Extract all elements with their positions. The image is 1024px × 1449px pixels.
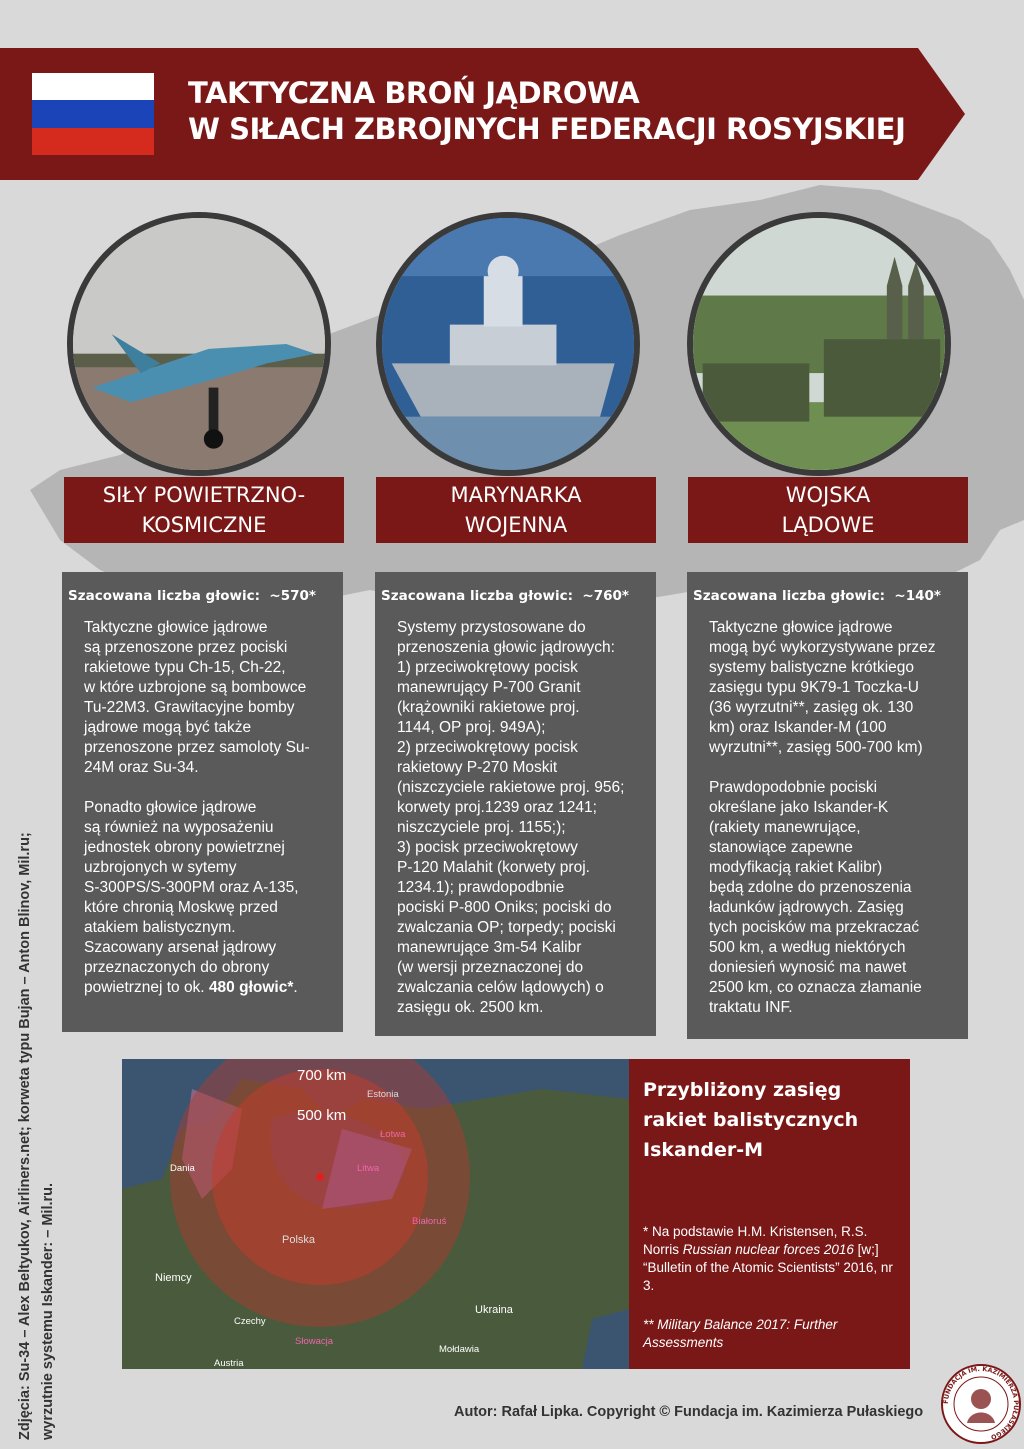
card-paragraph: Taktyczne głowice jądrowe mogą być wykorzystywane przez systemy balistyczne krótkiego zasięgu typu 9K79-1 Toczka-U (36 wyrzutni**, zasięg ok. 130 km) oraz Iskander-M (100 wyrzutni**, zasięg 500-700 km) (709, 619, 936, 756)
country-dania: Dania (170, 1163, 195, 1174)
photo-credits (14, 760, 66, 1440)
country-ukraina: Ukraina (475, 1304, 513, 1316)
photo-credits-line-1: Zdjęcia: Su-34 – Alex Beltyukov, Airliners.net; korweta typu Bujan – Anton Blinov, Mil.ru; (17, 832, 33, 1440)
country-niemcy: Niemcy (155, 1272, 192, 1284)
info-title-line-1: Przybliżony zasięg (643, 1079, 842, 1101)
card-paragraph: Prawdopodobnie pociski określane jako Iskander-K (rakiety manewrujące, stanowiące zapewne modyfikacją rakiet Kalibr) będą zdolne do przenoszenia ładunków jądrowych. Zasięg tych pocisków ma przekraczać 500 km, a według niektórych doniesień wynosić ma nawet 2500 km, co oznacza złamanie traktatu INF. (709, 779, 922, 1016)
country-estonia: Estonia (367, 1089, 399, 1100)
photo-su34-icon (67, 212, 331, 476)
warhead-count-bold: 480 głowic* (208, 979, 294, 996)
card-paragraph: Systemy przystosowane do przenoszenia głowic jądrowych: 1) przeciwokrętowy pocisk manewrujący P-700 Granit (krążowniki rakietowe proj. 1144, OP proj. 949A); 2) przeciwokrętowy pocisk rakietowy P-270 Moskit (niszczyciele rakietowe proj. 956; korwety proj.1239 oraz 1241; niszczyciele proj. 1155;); 3) pocisk przeciwokrętowy P-120 Malahit (korwety proj. 1234.1); prawdopodbnie pociski P-800 Oniks; pociski do zwalczania OP; torpedy; pociski manewrujące 3m-54 Kalibr (w wersji przeznaczonej do zwalczania celów lądowych) o zasięgu ok. 2500 km. (397, 619, 625, 1016)
estimate-header (62, 572, 343, 604)
card-navy (375, 572, 656, 1036)
estimate-label: Szacowana liczba głowic: (381, 588, 574, 604)
estimate-header (375, 572, 656, 604)
branch-land-line-1: WOJSKA (785, 483, 871, 507)
footnote-1-b: [w;] “Bulletin of the Atomic Scientists” 2016, nr 3. (643, 1242, 893, 1293)
country-lotwa: Łotwa (380, 1129, 406, 1140)
estimate-label: Szacowana liczba głowic: (68, 588, 261, 604)
footnote-2: ** Military Balance 2017: Further Assessments (643, 1317, 838, 1350)
country-austria: Austria (214, 1358, 244, 1369)
estimate-value: ~760* (582, 588, 629, 604)
title-line-1: TAKTYCZNA BROŃ JĄDROWA (188, 76, 640, 110)
range-700-label: 700 km (297, 1067, 347, 1084)
card-air (62, 572, 343, 1032)
russia-flag-icon (32, 73, 154, 155)
foundation-seal-icon (940, 1363, 1022, 1445)
card-paragraph (84, 798, 327, 998)
branch-label-navy (376, 477, 656, 543)
photo-corvette-icon (376, 212, 640, 476)
photo-credits-line-2: wyrzutnie systemu Iskander: – Mil.ru. (40, 1182, 56, 1440)
page-title (188, 75, 905, 147)
photo-iskander-icon (687, 212, 951, 476)
author-credit: Autor: Rafał Lipka. Copyright © Fundacja im. Kazimierza Pułaskiego (454, 1404, 924, 1420)
branch-label-air (64, 477, 344, 543)
footnote-1 (643, 1223, 905, 1295)
info-title-line-3: Iskander-M (643, 1139, 764, 1161)
card-paragraph-end: . (293, 979, 298, 996)
country-polska: Polska (282, 1234, 316, 1246)
country-czechy: Czechy (234, 1316, 266, 1327)
branch-air-line-2: KOSMICZNE (141, 513, 267, 537)
card-land (687, 572, 968, 1039)
card-paragraph-text: Ponadto głowice jądrowe są również na wyposażeniu jednostek obrony powietrznej uzbrojonych w sytemy S-300PS/S-300PM oraz A-135, które chronią Moskwę przed atakiem balistycznym. Szacowany arsenał jądrowy przeznaczonych do obrony powietrznej to ok. (84, 799, 299, 996)
seal-text: FUNDACJA IM. KAZIMIERZA PUŁASKIEGO (941, 1364, 1021, 1442)
country-slowacja: Słowacja (295, 1336, 334, 1347)
branch-air-line-1: SIŁY POWIETRZNO- (102, 483, 306, 507)
footnote-1-a: * Na podstawie H.M. Kristensen, R.S. Norris (643, 1224, 868, 1257)
country-moldawia: Mołdawia (439, 1344, 480, 1355)
map-info-title (643, 1075, 858, 1165)
country-bialorus: Białoruś (412, 1216, 447, 1227)
estimate-value: ~140* (894, 588, 941, 604)
range-500-label: 500 km (297, 1107, 347, 1124)
estimate-label: Szacowana liczba głowic: (693, 588, 886, 604)
estimate-header (687, 572, 968, 604)
branch-label-land (688, 477, 968, 543)
branch-land-line-2: LĄDOWE (781, 513, 875, 537)
map-info-box (629, 1059, 910, 1369)
range-map (122, 1059, 629, 1369)
branch-navy-line-1: MARYNARKA (450, 483, 582, 507)
kaliningrad-marker (316, 1173, 324, 1181)
footnote-1-italic: Russian nuclear forces 2016 (682, 1242, 854, 1257)
card-paragraph: Taktyczne głowice jądrowe są przenoszone przez pociski rakietowe typu Ch-15, Ch-22, w które uzbrojone są bombowce Tu-22M3. Grawitacyjne bomby jądrowe mogą być także przenoszone przez samoloty Su- 24M oraz Su-34. (84, 619, 310, 776)
title-line-2: W SIŁACH ZBROJNYCH FEDERACJI ROSYJSKIEJ (188, 112, 906, 146)
branch-navy-line-2: WOJENNA (464, 513, 568, 537)
info-title-line-2: rakiet balistycznych (643, 1109, 859, 1131)
country-litwa: Litwa (357, 1163, 380, 1174)
estimate-value: ~570* (269, 588, 316, 604)
